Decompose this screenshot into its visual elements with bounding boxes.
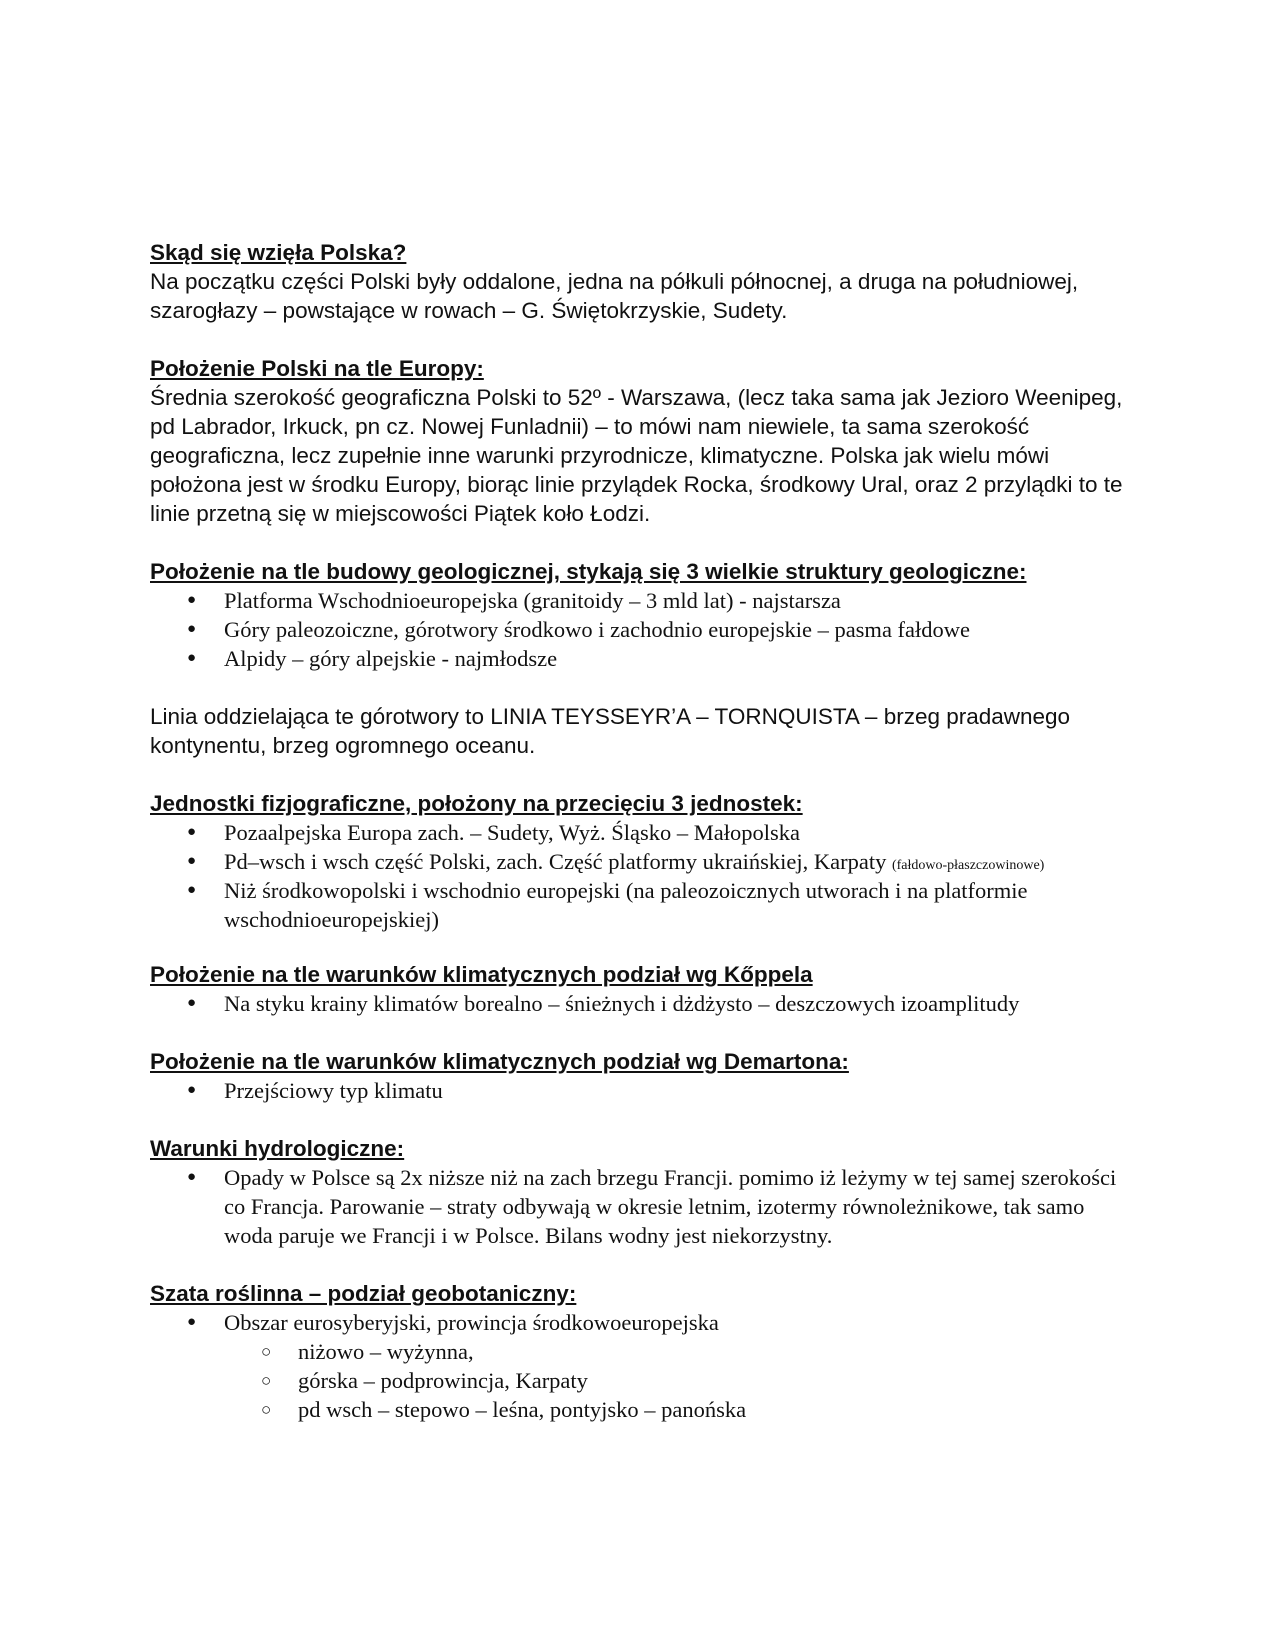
list-item-text: Pd–wsch i wsch część Polski, zach. Część platformy ukraińskiej, Karpaty <box>224 849 887 874</box>
sub-list-item: ○ pd wsch – stepowo – leśna, pontyjsko – panońska <box>298 1395 1130 1424</box>
section-heading-koppen: Położenie na tle warunków klimatycznych podział wg Kőppela <box>150 962 813 987</box>
bullet-list <box>150 818 1130 934</box>
section-heading-origin: Skąd się wzięła Polska? <box>150 240 407 265</box>
list-item: ● Alpidy – góry alpejskie - najmłodsze <box>224 644 1130 673</box>
section-paragraph: Linia oddzielająca te górotwory to LINIA TEYSSEYR’A – TORNQUISTA – brzeg pradawnego kontynentu, brzeg ogromnego oceanu. <box>150 704 1071 758</box>
list-item-note: (fałdowo-płaszczowinowe) <box>891 858 1045 873</box>
section-heading-hydrology: Warunki hydrologiczne: <box>150 1136 405 1161</box>
document-page <box>150 238 1130 1424</box>
bullet-list <box>150 1076 1130 1105</box>
list-item: ● Na styku krainy klimatów borealno – śnieżnych i dżdżysto – deszczowych izoamplitudy <box>224 989 1130 1018</box>
bullet-list <box>150 989 1130 1018</box>
bullet-list <box>150 1163 1130 1250</box>
bullet-list <box>150 1308 1130 1424</box>
list-item-text: Obszar eurosyberyjski, prowincja środkowoeuropejska <box>224 1310 719 1335</box>
list-item: ● Niż środkowopolski i wschodnio europejski (na paleozoicznych utworach i na platformie wschodnioeuropejskiej) <box>224 876 1130 934</box>
list-item: ● Platforma Wschodnioeuropejska (granitoidy – 3 mld lat) - najstarsza <box>224 586 1130 615</box>
sub-bullet-list <box>224 1337 1130 1424</box>
sub-list-item: ○ niżowo – wyżynna, <box>298 1337 1130 1366</box>
list-item: ● Przejściowy typ klimatu <box>224 1076 1130 1105</box>
sub-list-item: ○ górska – podprowincja, Karpaty <box>298 1366 1130 1395</box>
section-heading-demarton: Położenie na tle warunków klimatycznych podział wg Demartona: <box>150 1049 849 1074</box>
list-item <box>224 847 1130 876</box>
section-heading-vegetation: Szata roślinna – podział geobotaniczny: <box>150 1281 577 1306</box>
section-heading-geology: Położenie na tle budowy geologicznej, stykają się 3 wielkie struktury geologiczne: <box>150 559 1027 584</box>
list-item: ● Pozaalpejska Europa zach. – Sudety, Wyż. Śląsko – Małopolska <box>224 818 1130 847</box>
list-item <box>224 1308 1130 1424</box>
section-heading-europe: Położenie Polski na tle Europy: <box>150 356 484 381</box>
section-paragraph: Średnia szerokość geograficzna Polski to 52º - Warszawa, (lecz taka sama jak Jezioro Weenipeg, pd Labrador, Irkuck, pn cz. Nowej Funladnii) – to mówi nam niewiele, ta sama szerokość geograficzna, lecz zupełnie inne warunki przyrodnicze, klimatyczne. Polska jak wielu mówi położona jest w środku Europy, biorąc linie przylądek Rocka, środkowy Ural, oraz 2 przylądki to te linie przetną się w miejscowości Piątek koło Łodzi. <box>150 385 1123 526</box>
section-paragraph: Na początku części Polski były oddalone, jedna na półkuli północnej, a druga na południowej, szarogłazy – powstające w rowach – G. Świętokrzyskie, Sudety. <box>150 269 1079 323</box>
list-item: ● Opady w Polsce są 2x niższe niż na zach brzegu Francji. pomimo iż leżymy w tej samej szerokości co Francja. Parowanie – straty odbywają w okresie letnim, izotermy równoleżnikowe, tak samo woda paruje we Francji i w Polsce. Bilans wodny jest niekorzystny. <box>224 1163 1130 1250</box>
section-heading-physiography: Jednostki fizjograficzne, położony na przecięciu 3 jednostek: <box>150 791 803 816</box>
list-item: ● Góry paleozoiczne, górotwory środkowo i zachodnio europejskie – pasma fałdowe <box>224 615 1130 644</box>
bullet-list <box>150 586 1130 673</box>
